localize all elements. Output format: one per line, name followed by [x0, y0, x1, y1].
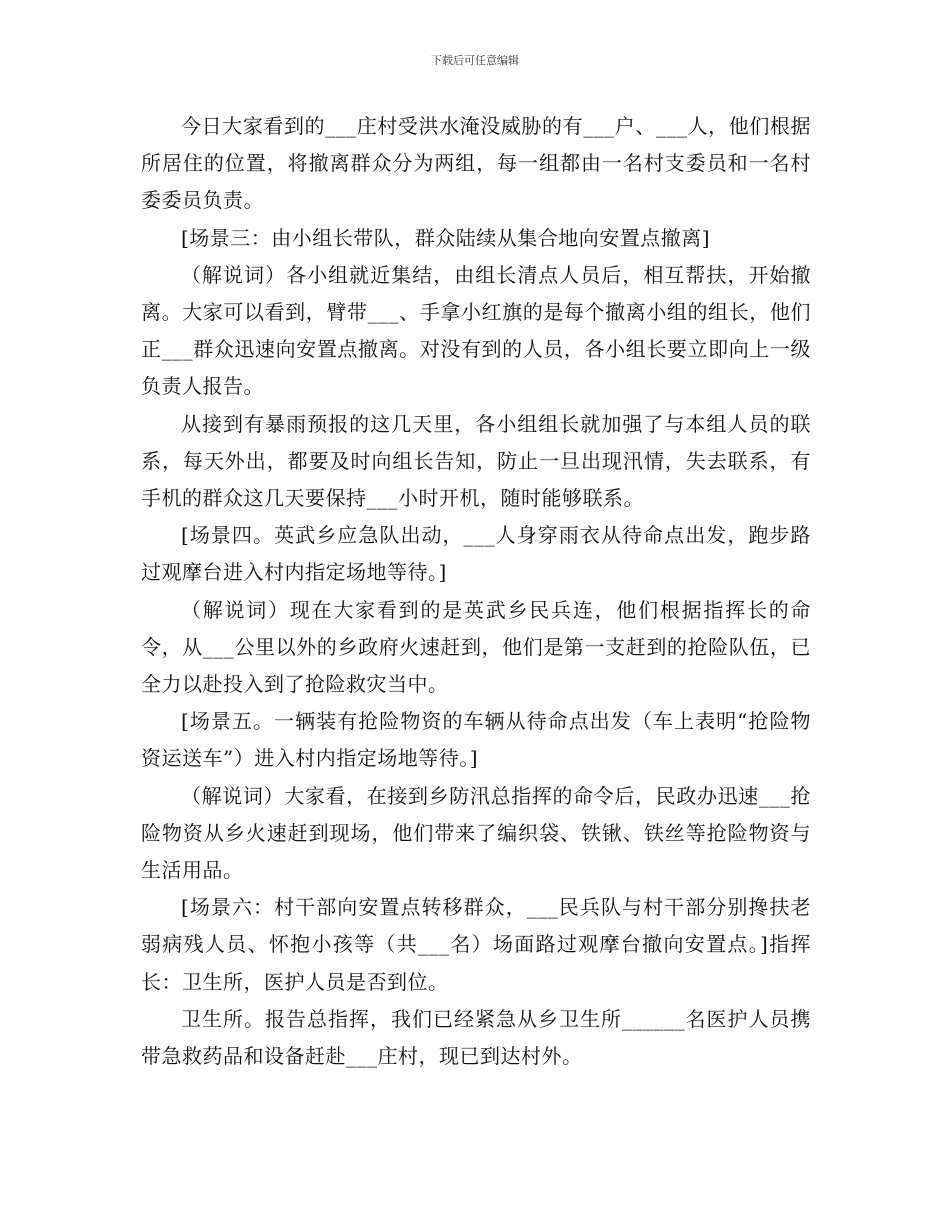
- paragraph-scene-five: [场景五。一辆装有抢险物资的车辆从待命点出发（车上表明“抢险物资运送车”）进入村内指定场地等待。]: [141, 709, 811, 771]
- paragraph-contact-info: 从接到有暴雨预报的这几天里，各小组组长就加强了与本组人员的联系，每天外出，都要及时向组长告知，防止一旦出现汛情，失去联系，有手机的群众这几天要保持___小时开机，随时能够联系。: [141, 411, 811, 511]
- page-header: 下载后可任意编辑: [431, 54, 519, 67]
- paragraph-clinic-report: 卫生所。报告总指挥，我们已经紧急从乡卫生所______名医护人员携带急救药品和设备赶赴___庄村，现已到达村外。: [141, 1006, 811, 1069]
- paragraph-scene-three: [场景三：由小组长带队，群众陆续从集合地向安置点撤离]: [181, 225, 711, 250]
- paragraph-narration-evacuation: （解说词）各小组就近集结，由组长清点人员后，相互帮扶，开始撤离。大家可以看到，臂带___、手拿小红旗的是每个撤离小组的组长，他们正___群众迅速向安置点撤离。对没有到的人员，各小组长要立即向上一级负责人报告。: [141, 262, 811, 399]
- paragraph-flood-threat: 今日大家看到的___庄村受洪水淹没威胁的有___户、___人，他们根据所居住的位置，将撤离群众分为两组，每一组都由一名村支委员和一名村委委员负责。: [141, 114, 811, 213]
- paragraph-scene-four: [场景四。英武乡应急队出动，___人身穿雨衣从待命点出发，跑步路过观摩台进入村内指定场地等待。]: [141, 523, 811, 585]
- paragraph-scene-six: [场景六：村干部向安置点转移群众，___民兵队与村干部分别搀扶老弱病残人员、怀抱小孩等（共___名）场面路过观摩台撤向安置点。]指挥长：卫生所，医护人员是否到位。: [141, 895, 811, 994]
- paragraph-narration-supplies: （解说词）大家看，在接到乡防汛总指挥的命令后，民政办迅速___抢险物资从乡火速赶到现场，他们带来了编织袋、铁锹、铁丝等抢险物资与生活用品。: [141, 783, 811, 883]
- document-body: [141, 108, 811, 1075]
- paragraph-narration-militia: （解说词）现在大家看到的是英武乡民兵连，他们根据指挥长的命令，从___公里以外的乡政府火速赶到，他们是第一支赶到的抢险队伍，已全力以赴投入到了抢险救灾当中。: [141, 597, 811, 697]
